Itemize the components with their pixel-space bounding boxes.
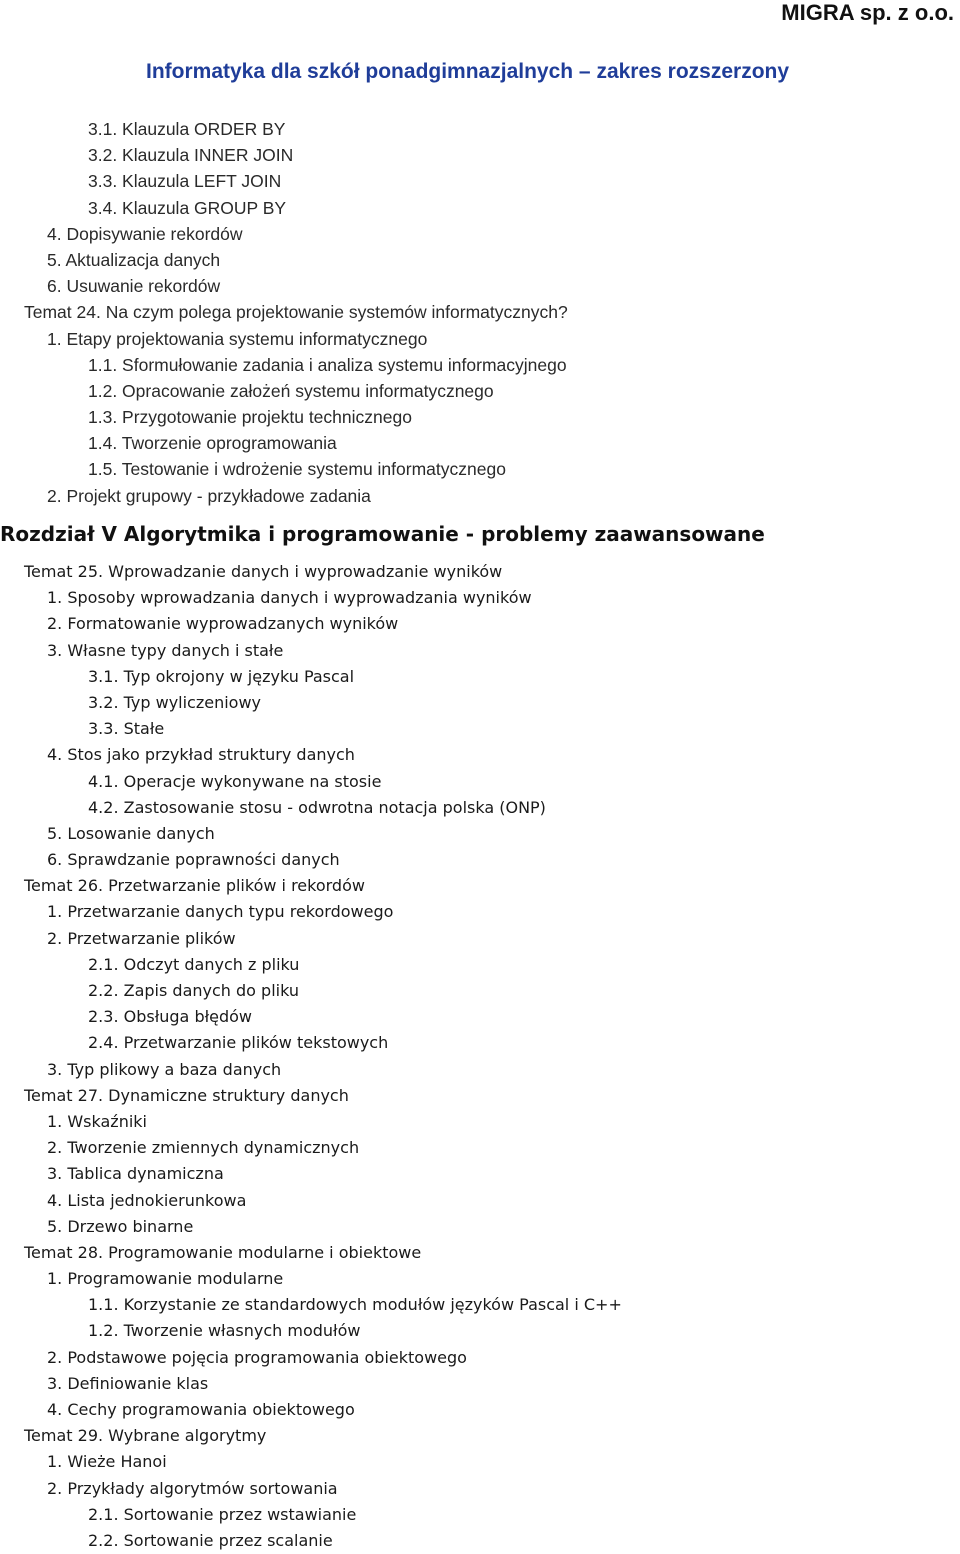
toc-item: 2. Projekt grupowy - przykładowe zadania: [47, 485, 371, 506]
toc-item: 2.1. Sortowanie przez wstawianie: [88, 1504, 357, 1524]
toc-item: 2.4. Przetwarzanie plików tekstowych: [88, 1033, 389, 1053]
toc-topic: Temat 24. Na czym polega projektowanie systemów informatycznych?: [24, 302, 568, 323]
toc-item: 5. Aktualizacja danych: [47, 249, 221, 270]
toc-item: 4. Lista jednokierunkowa: [47, 1190, 247, 1210]
toc-item: 1. Wskaźniki: [47, 1111, 147, 1131]
toc-topic: Temat 28. Programowanie modularne i obiektowe: [24, 1242, 422, 1262]
toc-section-a: [0, 116, 960, 509]
toc-item: 3.3. Stałe: [88, 719, 165, 739]
toc-item: 6. Sprawdzanie poprawności danych: [47, 850, 340, 870]
toc-item: 4.2. Zastosowanie stosu - odwrotna notacja polska (ONP): [88, 797, 546, 817]
toc-item: 2.2. Sortowanie przez scalanie: [88, 1530, 333, 1550]
toc-item: 1.1. Korzystanie ze standardowych modułów języków Pascal i C++: [88, 1295, 622, 1315]
toc-item: 3.4. Klauzula GROUP BY: [88, 197, 287, 218]
toc-item: 2. Przykłady algorytmów sortowania: [47, 1478, 338, 1498]
toc-topic: Temat 25. Wprowadzanie danych i wyprowadzanie wyników: [24, 562, 503, 581]
toc-item: 6. Usuwanie rekordów: [47, 276, 221, 297]
toc-item: 5. Drzewo binarne: [47, 1216, 194, 1236]
toc-item: 1.2. Opracowanie założeń systemu informatycznego: [88, 380, 494, 401]
toc-item: 2. Podstawowe pojęcia programowania obiektowego: [47, 1347, 467, 1367]
toc-item: 2. Przetwarzanie plików: [47, 928, 236, 948]
toc-item: 3. Definiowanie klas: [47, 1373, 209, 1393]
toc-section-b: [0, 559, 960, 1554]
toc-item: 3.3. Klauzula LEFT JOIN: [88, 171, 282, 192]
toc-item: 3. Typ plikowy a baza danych: [47, 1059, 282, 1079]
toc-item: 3.2. Klauzula INNER JOIN: [88, 145, 294, 166]
toc-item: 1.5. Testowanie i wdrożenie systemu informatycznego: [88, 459, 506, 480]
toc-topic: Temat 26. Przetwarzanie plików i rekordów: [24, 876, 365, 896]
toc-item: 4.1. Operacje wykonywane na stosie: [88, 771, 382, 791]
toc-item: 4. Dopisywanie rekordów: [47, 223, 243, 244]
toc-item: 1. Programowanie modularne: [47, 1269, 284, 1289]
toc-item: 1. Przetwarzanie danych typu rekordowego: [47, 902, 394, 922]
toc-item: 2.2. Zapis danych do pliku: [88, 981, 299, 1000]
document-subtitle: Informatyka dla szkół ponadgimnazjalnych – zakres rozszerzony: [146, 60, 790, 83]
toc-topic: Temat 29. Wybrane algorytmy: [24, 1426, 267, 1446]
toc-item: 3. Własne typy danych i stałe: [47, 640, 284, 660]
toc-item: 2.3. Obsługa błędów: [88, 1007, 253, 1027]
toc-item: 3.2. Typ wyliczeniowy: [88, 692, 262, 712]
toc-item: 1. Sposoby wprowadzania danych i wyprowadzania wyników: [47, 588, 532, 608]
toc-item: 5. Losowanie danych: [47, 823, 215, 843]
toc-item: 1.2. Tworzenie własnych modułów: [88, 1321, 361, 1341]
toc-item: 3.1. Typ okrojony w języku Pascal: [88, 666, 355, 686]
toc-item: 3. Tablica dynamiczna: [47, 1164, 224, 1184]
toc-item: 3.1. Klauzula ORDER BY: [88, 119, 286, 139]
toc-item: 1.4. Tworzenie oprogramowania: [88, 433, 337, 454]
toc-item: 1. Etapy projektowania systemu informatycznego: [47, 328, 428, 349]
publisher-name: MIGRA sp. z o.o.: [781, 0, 954, 25]
toc-item: 2. Tworzenie zmiennych dynamicznych: [47, 1138, 360, 1158]
chapter-heading: Rozdział V Algorytmika i programowanie - problemy zaawansowane: [0, 522, 765, 546]
toc-item: 4. Stos jako przykład struktury danych: [47, 745, 355, 765]
toc-item: 1.3. Przygotowanie projektu technicznego: [88, 407, 412, 428]
toc-item: 1. Wieże Hanoi: [47, 1452, 167, 1472]
toc-item: 2. Formatowanie wyprowadzanych wyników: [47, 614, 399, 634]
toc-item: 1.1. Sformułowanie zadania i analiza systemu informacyjnego: [88, 354, 567, 375]
toc-item: 2.1. Odczyt danych z pliku: [88, 954, 300, 974]
toc-topic: Temat 27. Dynamiczne struktury danych: [24, 1085, 349, 1105]
toc-item: 4. Cechy programowania obiektowego: [47, 1400, 355, 1419]
